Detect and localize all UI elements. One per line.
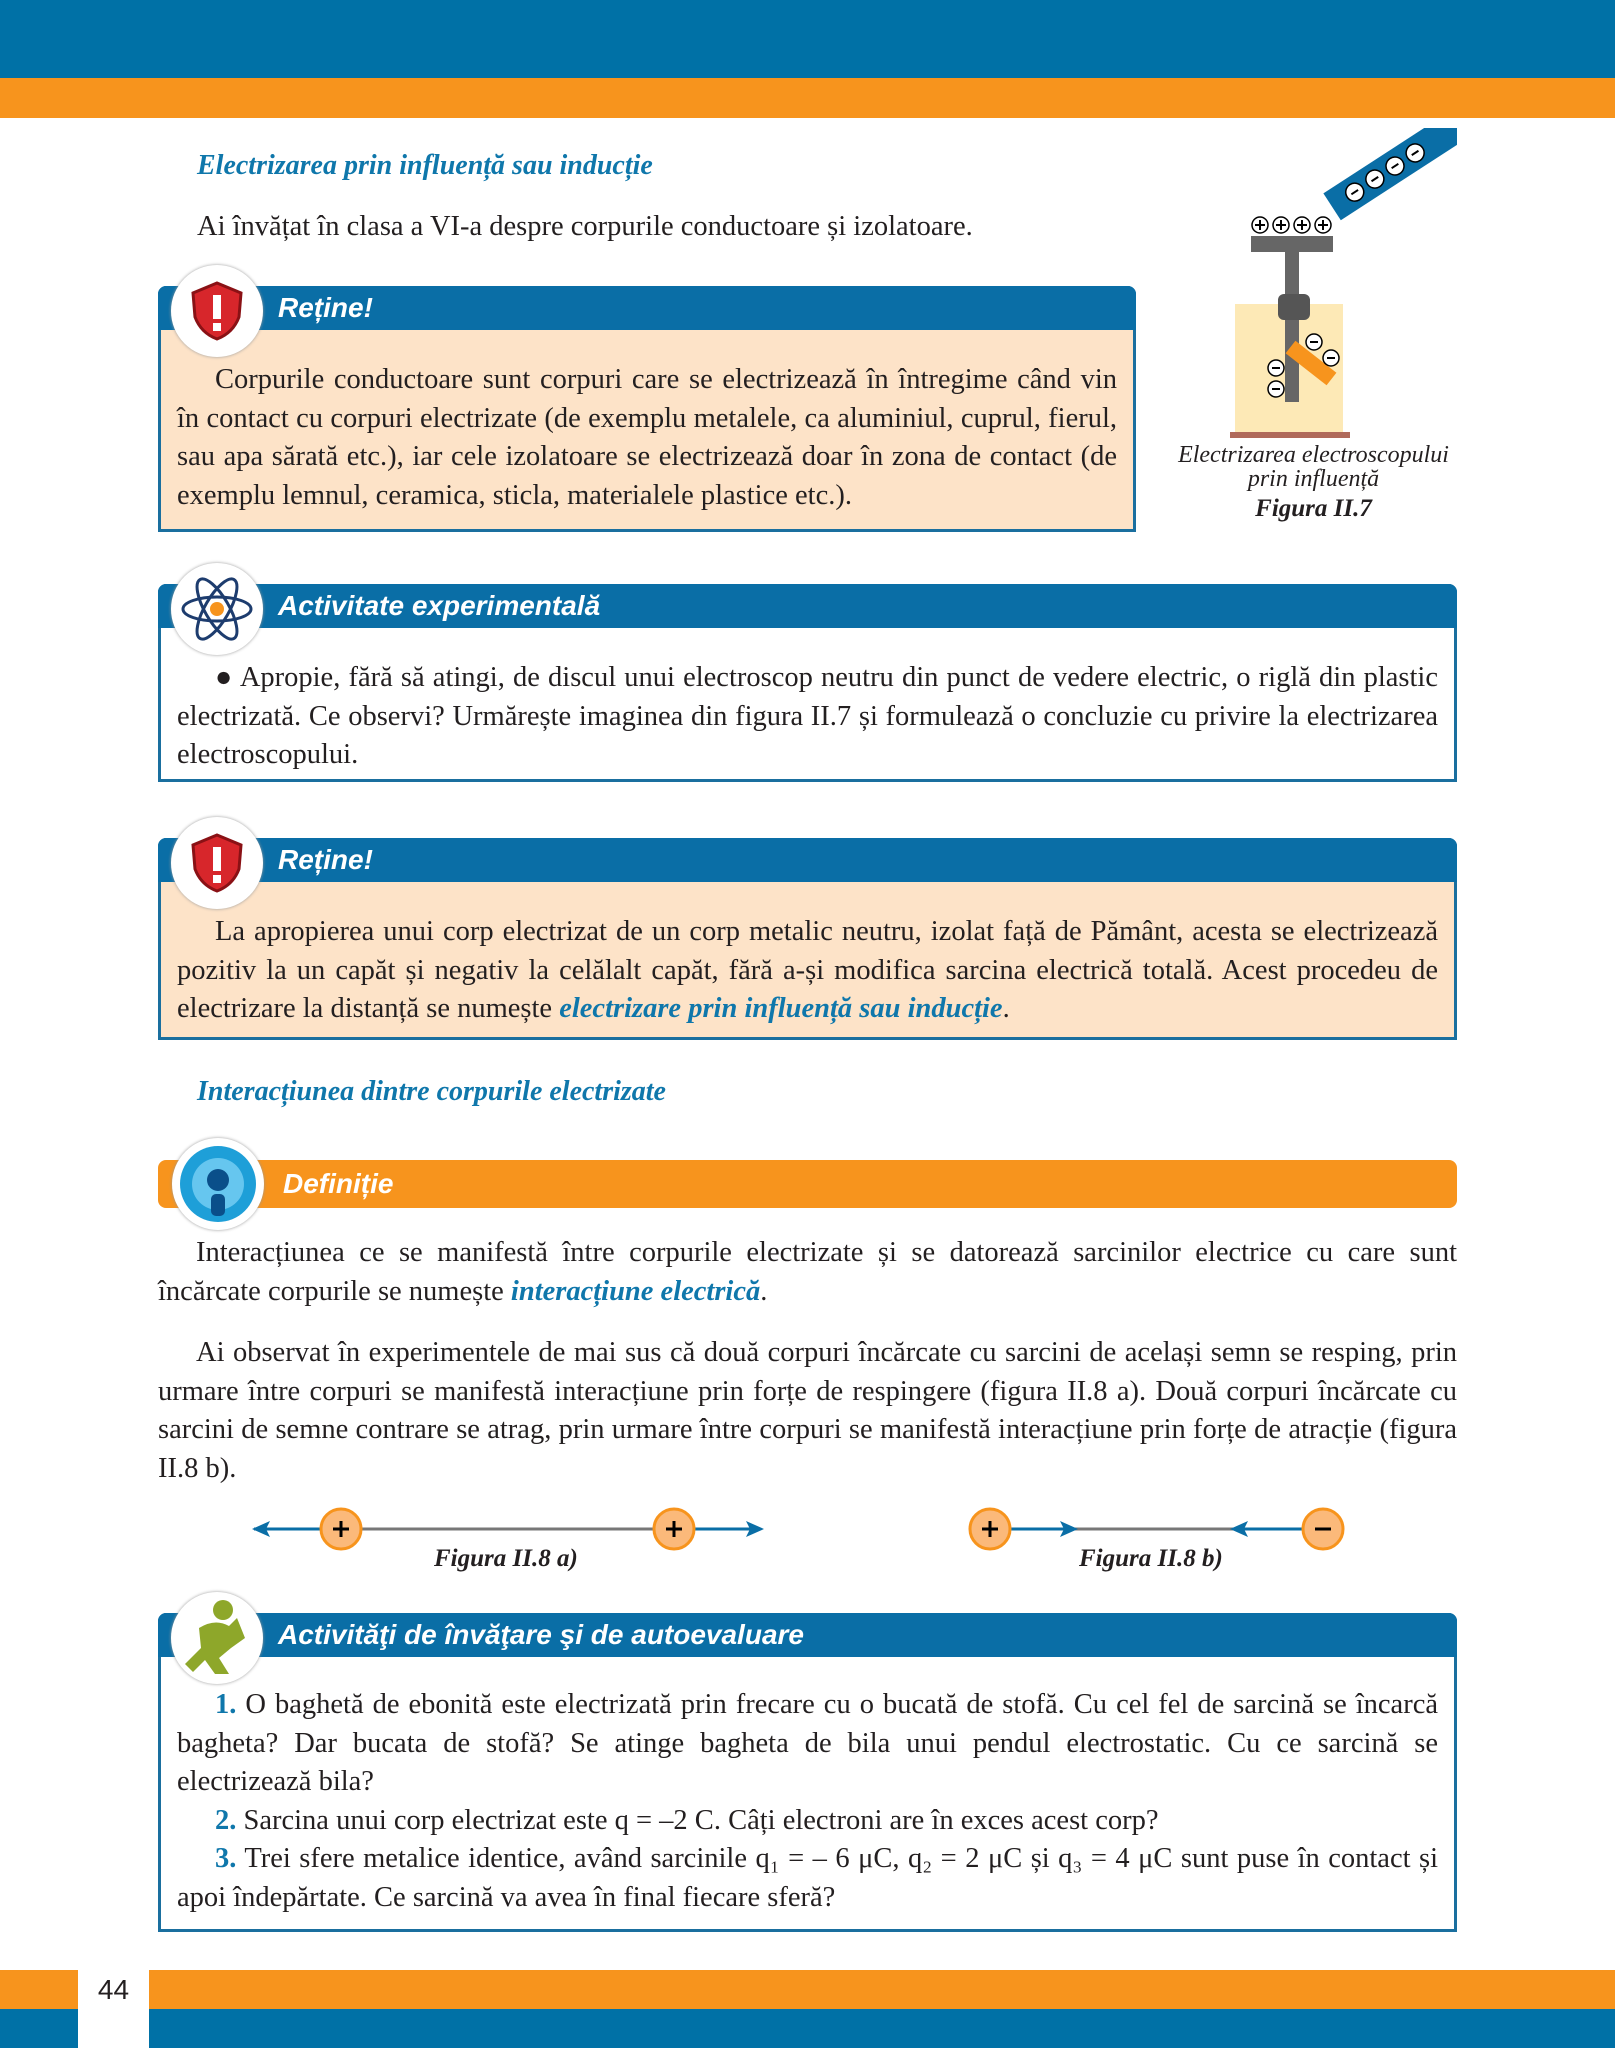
text: . (1002, 993, 1010, 1025)
text: Interacțiunea ce se manifestă între corpurile electrizate și se datorează sarcinilor electrice cu care sunt încărcate corpurile se numește (158, 1237, 1457, 1307)
reading-person-icon (171, 1592, 263, 1684)
activity-text: ● Apropie, fără să atingi, de discul unui electroscop neutru din punct de vedere electric, o riglă din plastic electrizată. Ce observi? Urmărește imaginea din figura II.7 și formulează o concluzie cu privire la electrizarea electroscopului. (177, 662, 1438, 771)
warning-shield-icon (171, 265, 263, 357)
text: La apropierea unui corp electrizat de un corp metalic neutru, izolat față de Pământ, acesta se electrizează pozitiv la un capăt și negativ la celălalt capăt, fără a-și modifica sarcina electrică totală. Acest procedeu de electrizare la distanță se numește (177, 916, 1438, 1025)
bottom-band-blue (0, 2009, 1615, 2048)
activity-title: Activitate experimentală (158, 584, 1457, 628)
learning-activities-box (158, 1613, 1457, 1932)
retine-text-2 (177, 913, 1438, 1029)
item-number: 1. (215, 1689, 237, 1720)
retine-title-1: Reține! (158, 286, 1136, 330)
activity-item-1 (177, 1686, 1438, 1802)
item-number: 3. (215, 1843, 237, 1875)
retine-box-2 (158, 838, 1457, 1040)
interaction-paragraph: Ai observat în experimentele de mai sus că două corpuri încărcate cu sarcini de același semn se resping, prin urmare între corpuri se manifestă interacțiune prin forțe de respingere (figura II.8 a). Două corpuri încărcate cu sarcini de semne contrare se atrag, prin urmare între corpuri se manifestă interacțiune prin forțe de atracție (figura II.8 b). (158, 1337, 1457, 1484)
figure-7-caption: Electrizarea electroscopului prin influență (1178, 442, 1449, 492)
intro-text: Ai învățat în clasa a VI-a despre corpurile conductoare și izolatoare. (197, 211, 973, 242)
item-text: Trei sfere metalice identice, având sarcinile q₁ = – 6 μC, q₂ = 2 μC și q₃ = 4 μC sunt puse în contact și apoi îndepărtate. Ce sarcină va avea în final fiecare sferă? (177, 1843, 1438, 1913)
learning-activities-title: Activităţi de învăţare şi de autoevaluare (158, 1613, 1457, 1657)
term-electric-interaction: interacțiune electrică (510, 1275, 761, 1307)
definition-bar (158, 1160, 1457, 1208)
section-heading-induction: Electrizarea prin influență sau inducție (197, 150, 653, 181)
figure-7-label: Figura II.7 (1255, 495, 1372, 522)
figure-8b-attraction (970, 1509, 1343, 1549)
activity-item-2 (177, 1802, 1438, 1841)
figure-8a-repulsion (252, 1509, 764, 1549)
bottom-band-orange (0, 1970, 1615, 2009)
term-induction: electrizare prin influență sau inducție (559, 993, 1003, 1025)
text: . (760, 1275, 768, 1307)
activities-list (177, 1686, 1438, 1918)
retine-text-1: Corpurile conductoare sunt corpuri care se electrizează în întregime când vin în contact cu corpuri electrizate (de exemplu metalele, ca aluminiul, cuprul, fierul, sau apa sărată etc.), iar cele izolatoare se electrizează doar în zona de contact (de exemplu lemnul, ceramica, sticla, materialele plastice etc.). (177, 364, 1117, 511)
retine-title-2: Reține! (158, 838, 1457, 882)
top-band-orange (0, 78, 1615, 118)
item-text: Sarcina unui corp electrizat este q = –2 C. Câți electroni are în exces acest corp? (243, 1804, 1159, 1836)
definition-title: Definiție (283, 1168, 394, 1199)
item-text: O baghetă de ebonită este electrizată prin frecare cu o bucată de stofă. Cu cel fel de sarcină se încarcă bagheta? Dar bucata de stofă? Se atinge bagheta de bila unui pendul electrostatic. Cu ce sarcină se electrizează bila? (177, 1689, 1438, 1798)
definition-text (158, 1234, 1457, 1311)
figure-electroscope (1170, 128, 1457, 538)
atom-icon (171, 563, 263, 655)
figure-8a-label: Figura II.8 a) (434, 1545, 578, 1572)
lightbulb-icon (172, 1138, 264, 1230)
top-band-blue (0, 0, 1615, 78)
page-number: 44 (78, 1970, 149, 2048)
retine-box-1 (158, 286, 1136, 532)
activity-item-3 (177, 1840, 1438, 1917)
warning-shield-icon (171, 817, 263, 909)
item-number: 2. (215, 1804, 237, 1836)
electroscope-illustration (1170, 128, 1457, 438)
section-heading-interaction: Interacțiunea dintre corpurile electrizate (197, 1076, 666, 1107)
figure-8b-label: Figura II.8 b) (1079, 1545, 1223, 1572)
activity-box (158, 584, 1457, 782)
